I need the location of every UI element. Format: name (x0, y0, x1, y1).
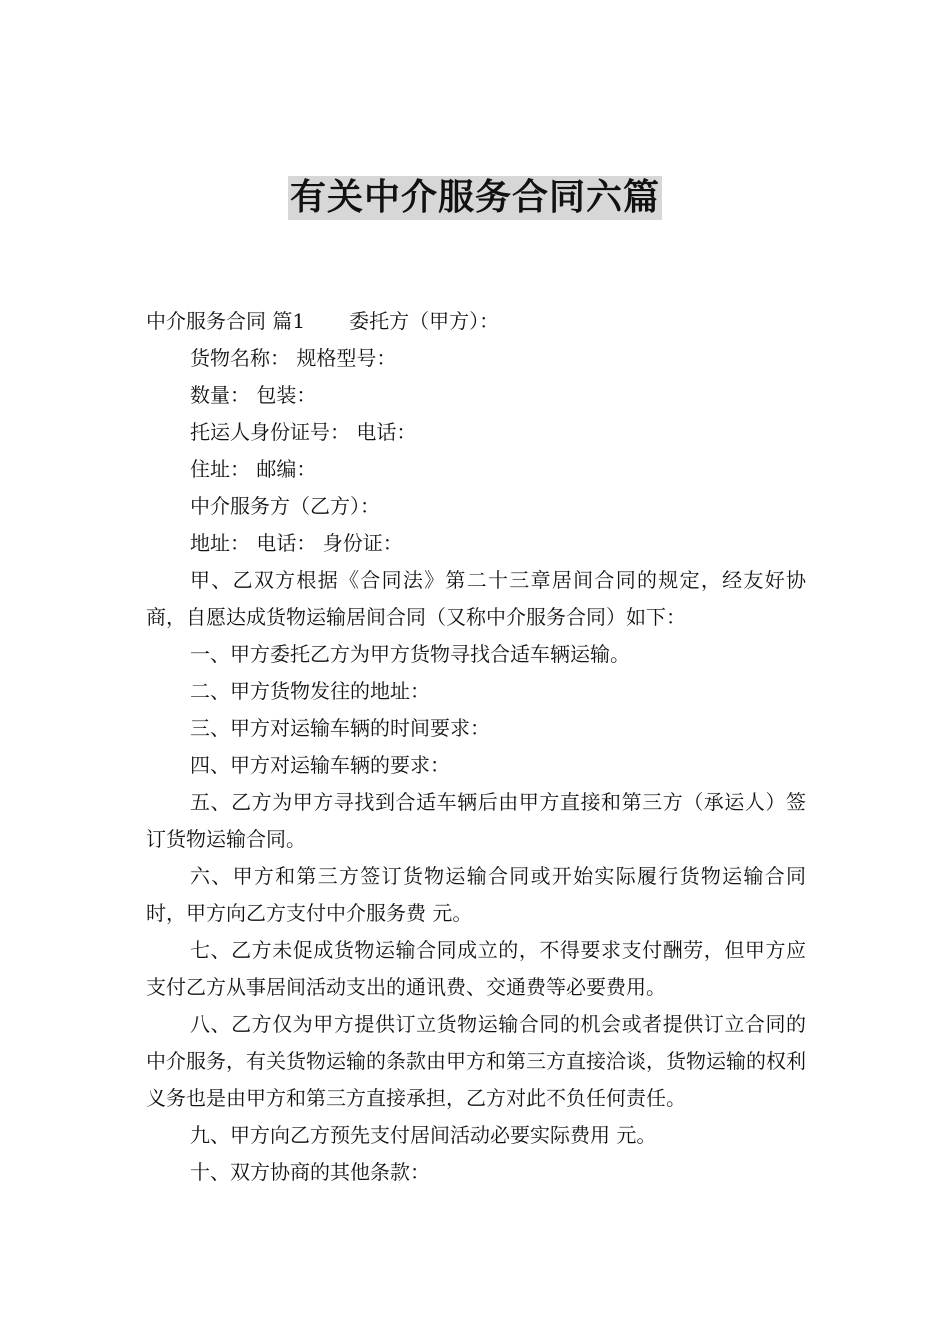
paragraph: 八、乙方仅为甲方提供订立货物运输合同的机会或者提供订立合同的中介服务，有关货物运输的条款由甲方和第三方直接洽谈，货物运输的权利义务也是由甲方和第三方直接承担，乙方对此不负任何责任。 (146, 1012, 806, 1110)
paragraph: 托运人身份证号： 电话： (190, 420, 417, 444)
section-heading (146, 303, 806, 340)
paragraph: 地址： 电话： 身份证： (190, 531, 403, 555)
paragraph: 一、甲方委托乙方为甲方货物寻找合适车辆运输。 (190, 642, 630, 666)
paragraph: 六、甲方和第三方签订货物运输合同或开始实际履行货物运输合同时，甲方向乙方支付中介服务费 元。 (146, 864, 806, 925)
client-party-label: 委托方（甲方）： (349, 309, 500, 333)
paragraph: 货物名称： 规格型号： (190, 346, 397, 370)
paragraph: 三、甲方对运输车辆的时间要求： (190, 716, 490, 740)
paragraph: 住址： 邮编： (190, 457, 317, 481)
document-body (146, 303, 806, 1191)
paragraph: 数量： 包装： (190, 383, 317, 407)
paragraph: 九、甲方向乙方预先支付居间活动必要实际费用 元。 (190, 1123, 657, 1147)
paragraph: 七、乙方未促成货物运输合同成立的，不得要求支付酬劳，但甲方应支付乙方从事居间活动支出的通讯费、交通费等必要费用。 (146, 938, 806, 999)
paragraph: 中介服务方（乙方）： (190, 494, 380, 518)
paragraph: 二、甲方货物发往的地址： (190, 679, 430, 703)
paragraph: 甲、乙双方根据《合同法》第二十三章居间合同的规定，经友好协商，自愿达成货物运输居间合同（又称中介服务合同）如下： (146, 568, 806, 629)
section-label: 中介服务合同 篇1 (146, 309, 306, 333)
paragraph: 四、甲方对运输车辆的要求： (190, 753, 450, 777)
paragraph: 五、乙方为甲方寻找到合适车辆后由甲方直接和第三方（承运人）签订货物运输合同。 (146, 790, 806, 851)
document-title: 有关中介服务合同六篇 (289, 177, 660, 218)
title-container (0, 176, 950, 220)
paragraph: 十、双方协商的其他条款： (190, 1160, 430, 1184)
